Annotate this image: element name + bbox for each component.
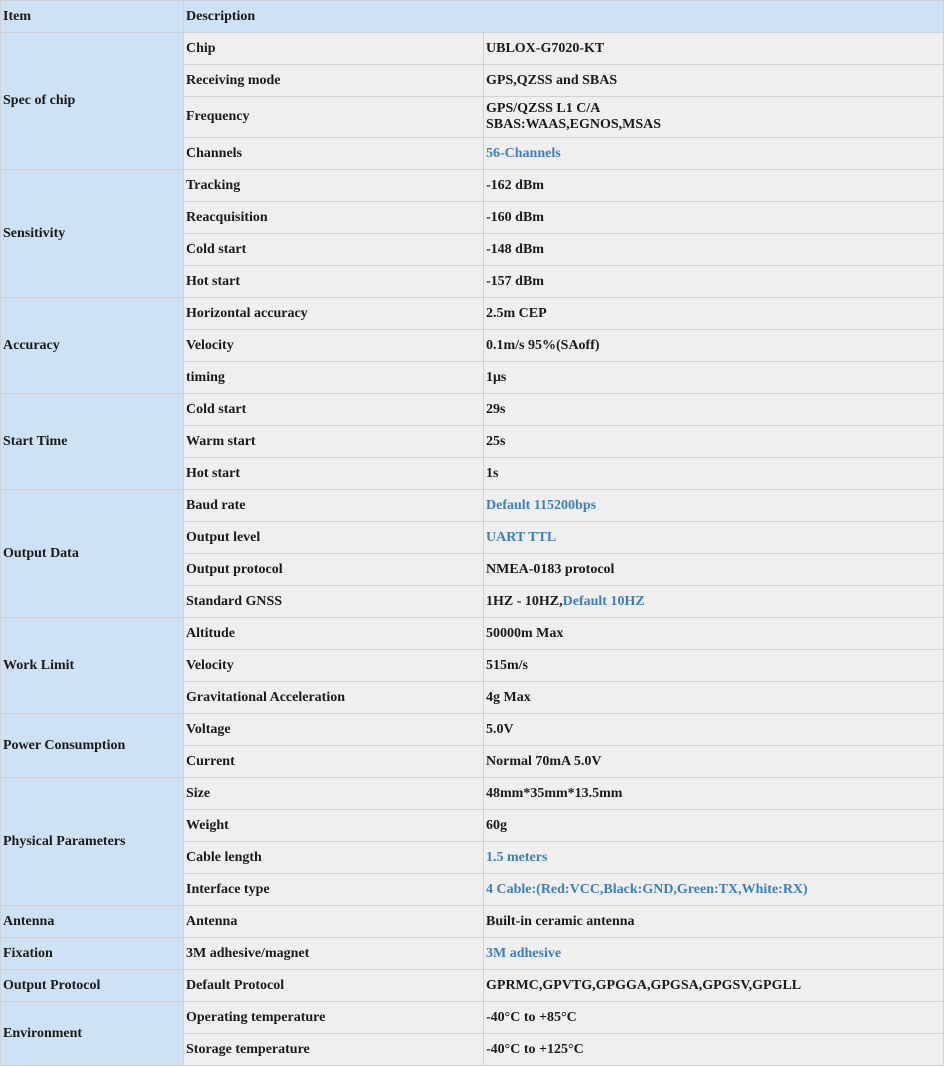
parameter-cell: Frequency — [184, 97, 484, 138]
highlighted-value-text: Default 115200bps — [486, 497, 597, 513]
item-cell: Power Consumption — [1, 714, 184, 778]
value-text: GPS/QZSS L1 C/A — [486, 101, 601, 116]
value-cell — [484, 810, 944, 842]
parameter-cell: Hot start — [184, 266, 484, 298]
table-row — [1, 938, 944, 970]
value-cell — [484, 362, 944, 394]
table-row — [1, 778, 944, 810]
item-cell: Accuracy — [1, 298, 184, 394]
value-cell — [484, 682, 944, 714]
value-cell — [484, 970, 944, 1002]
value-text: GPS,QZSS and SBAS — [486, 72, 618, 88]
value-cell — [484, 1002, 944, 1034]
value-cell — [484, 650, 944, 682]
highlighted-value-text: Default 10HZ — [562, 593, 645, 609]
value-cell — [484, 906, 944, 938]
value-text: Built-in ceramic antenna — [486, 913, 635, 929]
value-cell — [484, 490, 944, 522]
value-text: -157 dBm — [486, 273, 544, 289]
parameter-cell: Tracking — [184, 170, 484, 202]
header-description: Description — [184, 1, 944, 33]
parameter-cell: Voltage — [184, 714, 484, 746]
value-cell — [484, 426, 944, 458]
value-cell — [484, 1034, 944, 1066]
value-cell — [484, 266, 944, 298]
parameter-cell: Weight — [184, 810, 484, 842]
value-text: 4g Max — [486, 689, 531, 705]
header-item: Item — [1, 1, 184, 33]
item-cell: Antenna — [1, 906, 184, 938]
value-cell — [484, 330, 944, 362]
parameter-cell: Output protocol — [184, 554, 484, 586]
value-cell — [484, 522, 944, 554]
table-row — [1, 618, 944, 650]
highlighted-value-text: 56-Channels — [486, 145, 561, 161]
value-text: 0.1m/s 95%(SAoff) — [486, 337, 600, 353]
value-text: 29s — [486, 401, 506, 417]
value-text: -40°C to +85°C — [486, 1009, 577, 1025]
value-text: -148 dBm — [486, 241, 544, 257]
value-text: GPRMC,GPVTG,GPGGA,GPGSA,GPGSV,GPGLL — [486, 977, 802, 993]
table-row — [1, 970, 944, 1002]
value-text: -160 dBm — [486, 209, 544, 225]
parameter-cell: Baud rate — [184, 490, 484, 522]
highlighted-value-text: 3M adhesive — [486, 945, 562, 961]
parameter-cell: Storage temperature — [184, 1034, 484, 1066]
item-cell: Start Time — [1, 394, 184, 490]
parameter-cell: Receiving mode — [184, 65, 484, 97]
value-text: Normal 70mA 5.0V — [486, 753, 602, 769]
value-cell — [484, 746, 944, 778]
value-text: 1HZ - 10HZ, — [486, 593, 563, 609]
value-text: 515m/s — [486, 657, 528, 673]
value-cell — [484, 65, 944, 97]
value-text: 60g — [486, 817, 507, 833]
value-cell — [484, 33, 944, 65]
value-text: -162 dBm — [486, 177, 544, 193]
value-cell — [484, 874, 944, 906]
parameter-cell: Interface type — [184, 874, 484, 906]
parameter-cell: timing — [184, 362, 484, 394]
value-cell — [484, 234, 944, 266]
value-cell — [484, 458, 944, 490]
value-cell — [484, 554, 944, 586]
parameter-cell: Size — [184, 778, 484, 810]
parameter-cell: Default Protocol — [184, 970, 484, 1002]
spec-table-body — [1, 1, 944, 1066]
highlighted-value-text: UART TTL — [486, 529, 557, 545]
parameter-cell: Horizontal accuracy — [184, 298, 484, 330]
parameter-cell: Reacquisition — [184, 202, 484, 234]
value-cell — [484, 97, 944, 138]
item-cell: Fixation — [1, 938, 184, 970]
parameter-cell: Output level — [184, 522, 484, 554]
table-row — [1, 714, 944, 746]
item-cell: Work Limit — [1, 618, 184, 714]
item-cell: Output Data — [1, 490, 184, 618]
parameter-cell: Warm start — [184, 426, 484, 458]
table-row — [1, 298, 944, 330]
value-cell — [484, 714, 944, 746]
value-cell — [484, 618, 944, 650]
value-cell — [484, 298, 944, 330]
highlighted-value-text: 4 Cable:(Red:VCC,Black:GND,Green:TX,White:RX) — [486, 881, 808, 897]
value-text: 50000m Max — [486, 625, 564, 641]
parameter-cell: Cold start — [184, 234, 484, 266]
value-cell — [484, 170, 944, 202]
highlighted-value-text: 1.5 meters — [486, 849, 548, 865]
item-cell: Physical Parameters — [1, 778, 184, 906]
item-cell: Sensitivity — [1, 170, 184, 298]
parameter-cell: Cable length — [184, 842, 484, 874]
value-cell — [484, 394, 944, 426]
parameter-cell: Current — [184, 746, 484, 778]
value-text: UBLOX-G7020-KT — [486, 40, 605, 56]
value-text: 2.5m CEP — [486, 305, 547, 321]
table-row — [1, 170, 944, 202]
table-row — [1, 394, 944, 426]
item-cell: Spec of chip — [1, 33, 184, 170]
table-row — [1, 906, 944, 938]
value-cell — [484, 778, 944, 810]
parameter-cell: Channels — [184, 138, 484, 170]
parameter-cell: Chip — [184, 33, 484, 65]
parameter-cell: 3M adhesive/magnet — [184, 938, 484, 970]
table-row — [1, 33, 944, 65]
table-row — [1, 1002, 944, 1034]
parameter-cell: Velocity — [184, 650, 484, 682]
value-text: 25s — [486, 433, 506, 449]
parameter-cell: Operating temperature — [184, 1002, 484, 1034]
parameter-cell: Cold start — [184, 394, 484, 426]
parameter-cell: Gravitational Acceleration — [184, 682, 484, 714]
value-cell — [484, 842, 944, 874]
parameter-cell: Hot start — [184, 458, 484, 490]
value-text: 5.0V — [486, 721, 514, 737]
parameter-cell: Standard GNSS — [184, 586, 484, 618]
value-cell — [484, 938, 944, 970]
value-cell — [484, 202, 944, 234]
item-cell: Output Protocol — [1, 970, 184, 1002]
value-text: NMEA-0183 protocol — [486, 561, 615, 577]
value-cell — [484, 138, 944, 170]
value-cell — [484, 586, 944, 618]
item-cell: Environment — [1, 1002, 184, 1066]
parameter-cell: Velocity — [184, 330, 484, 362]
table-row — [1, 490, 944, 522]
value-text-line-2: SBAS:WAAS,EGNOS,MSAS — [486, 117, 662, 132]
table-header-row — [1, 1, 944, 33]
parameter-cell: Altitude — [184, 618, 484, 650]
value-text: 48mm*35mm*13.5mm — [486, 785, 623, 801]
value-text: -40°C to +125°C — [486, 1041, 584, 1057]
parameter-cell: Antenna — [184, 906, 484, 938]
value-text: 1s — [486, 465, 499, 481]
value-text: 1μs — [486, 369, 507, 385]
